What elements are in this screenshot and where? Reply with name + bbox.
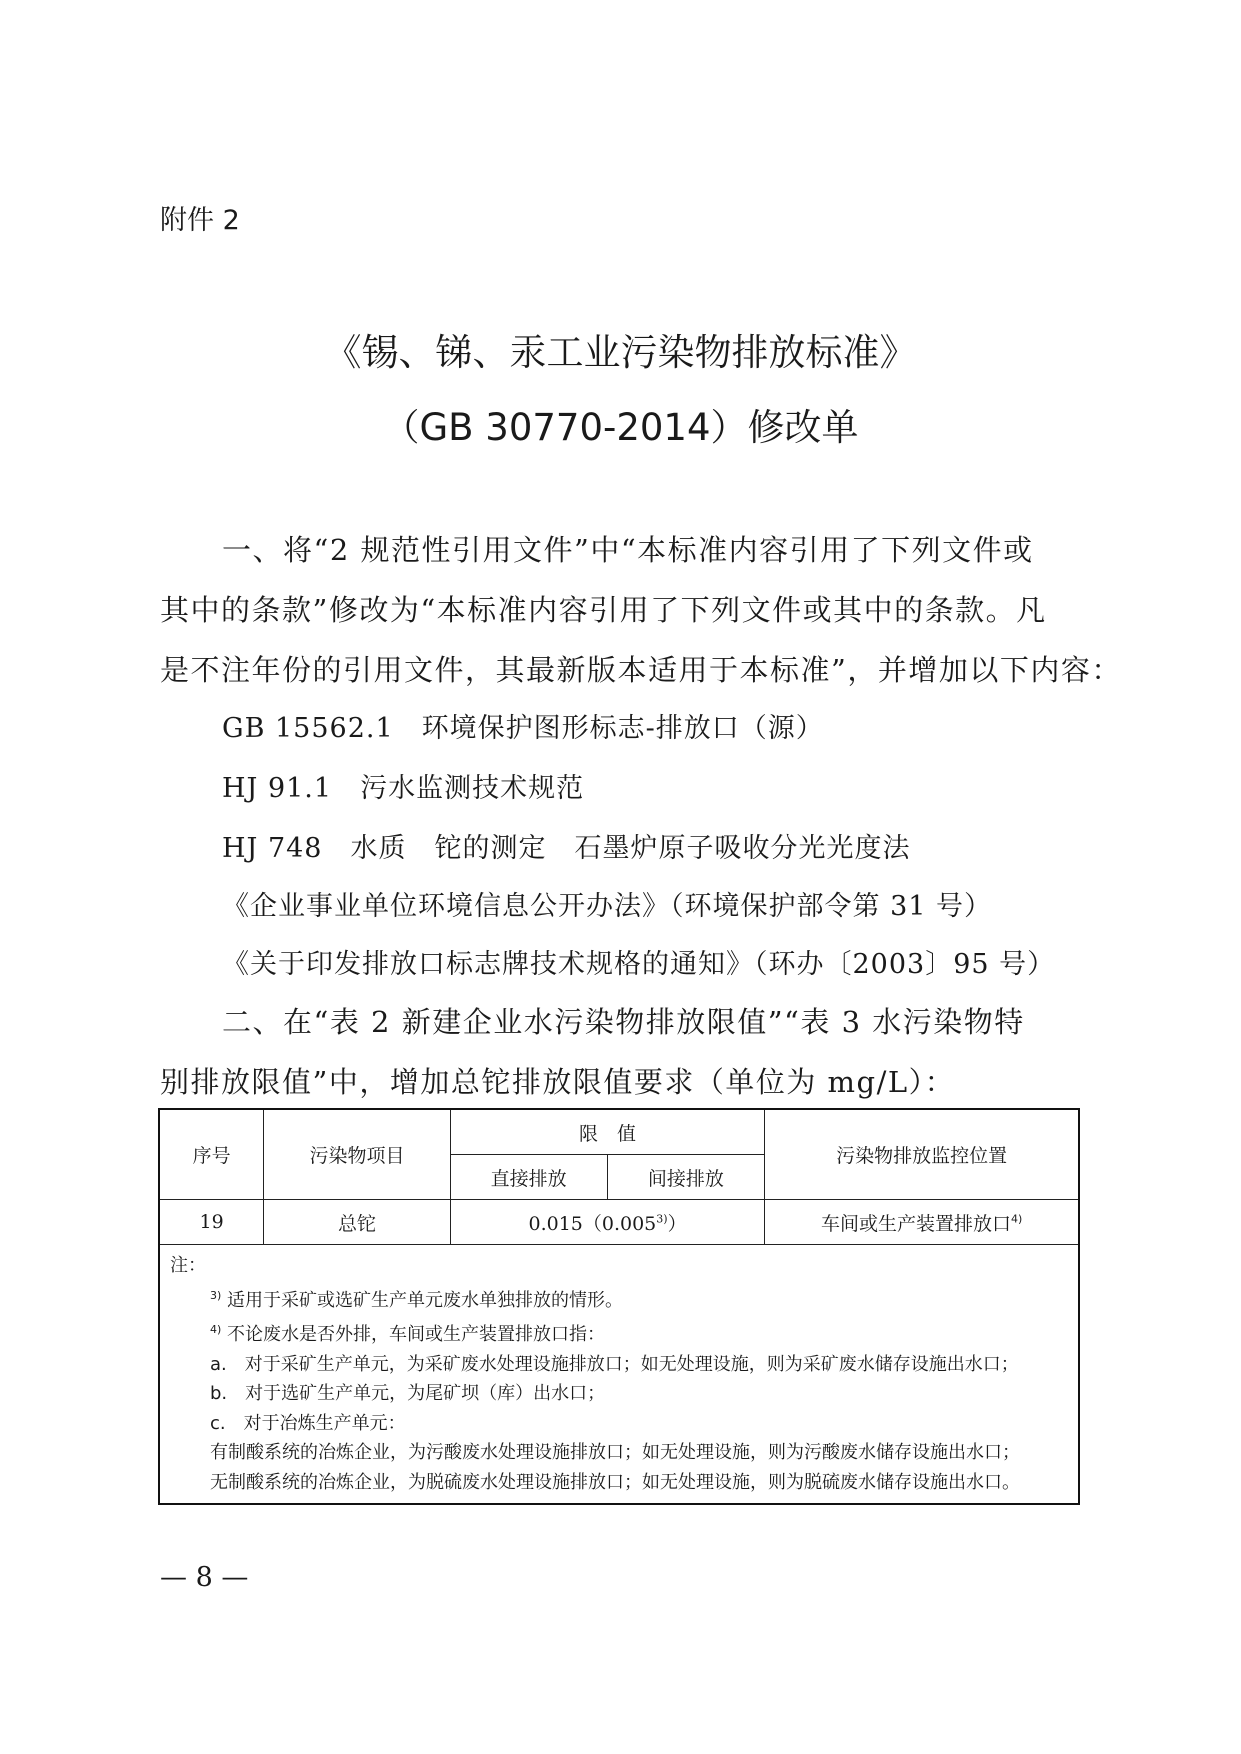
- cell-monitoring-position: [765, 1200, 1079, 1245]
- note-4: [170, 1315, 1070, 1350]
- header-monitoring-position: 污染物排放监控位置: [765, 1109, 1079, 1200]
- note-item-c2: 无制酸系统的冶炼企业，为脱硫废水处理设施排放口；如无处理设施，则为脱硫废水储存设施出水口。: [210, 1471, 1020, 1493]
- paragraph-1-line-1: 一、将“2 规范性引用文件”中“本标准内容引用了下列文件或: [222, 533, 1034, 567]
- footnote-3-marker: 3): [656, 1212, 668, 1226]
- header-indirect-discharge: 间接排放: [607, 1155, 765, 1200]
- position-text: 车间或生产装置排放口: [820, 1212, 1011, 1235]
- cell-serial-number: 19: [159, 1200, 264, 1245]
- limit-table: [158, 1108, 1080, 1505]
- table-notes: [159, 1245, 1079, 1505]
- reference-item: HJ 748 水质 铊的测定 石墨炉原子吸收分光光度法: [222, 833, 911, 864]
- reference-item: HJ 91.1 污水监测技术规范: [222, 773, 585, 804]
- document-title: 《锡、锑、汞工业污染物排放标准》: [324, 331, 917, 374]
- document-subtitle: （GB 30770-2014）修改单: [382, 406, 859, 449]
- paragraph-1-line-3: 是不注年份的引用文件，其最新版本适用于本标准”，并增加以下内容：: [160, 653, 1122, 687]
- note-item-c1: 有制酸系统的冶炼企业，为污酸废水处理设施排放口；如无处理设施，则为污酸废水储存设施出水口；: [210, 1442, 1020, 1463]
- limit-value-text: 0.015（0.005: [528, 1212, 657, 1235]
- note-3-marker: 3): [210, 1288, 222, 1302]
- header-serial-number: 序号: [159, 1109, 264, 1200]
- notes-label: 注：: [170, 1255, 206, 1276]
- cell-pollutant-item: 总铊: [264, 1200, 451, 1245]
- paragraph-2-line-1: 二、在“表 2 新建企业水污染物排放限值”“表 3 水污染物特: [222, 1005, 1025, 1039]
- reference-item: 《企业事业单位环境信息公开办法》（环境保护部令第 31 号）: [222, 891, 993, 922]
- reference-item: GB 15562.1 环境保护图形标志-排放口（源）: [222, 713, 824, 744]
- page-number: — 8 —: [160, 1562, 249, 1593]
- attachment-label: 附件 2: [160, 205, 240, 236]
- paragraph-1-line-2: 其中的条款”修改为“本标准内容引用了下列文件或其中的条款。凡: [160, 593, 1047, 627]
- footnote-4-marker: 4): [1010, 1212, 1023, 1226]
- header-direct-discharge: 直接排放: [450, 1155, 607, 1200]
- reference-item: 《关于印发排放口标志牌技术规格的通知》（环办〔2003〕95 号）: [222, 949, 1056, 980]
- note-3: [170, 1281, 1070, 1316]
- paragraph-2-line-2: 别排放限值”中，增加总铊排放限值要求（单位为 mg/L）：: [160, 1065, 956, 1099]
- limit-value-close: ）: [667, 1212, 687, 1235]
- table-row: [159, 1200, 1079, 1245]
- note-4-marker: 4): [210, 1323, 222, 1336]
- header-pollutant-item: 污染物项目: [264, 1109, 451, 1200]
- cell-limit-value: [450, 1200, 764, 1245]
- note-3-text: 适用于采矿或选矿生产单元废水单独排放的情形。: [227, 1289, 624, 1311]
- header-limit-value: 限 值: [450, 1109, 764, 1155]
- note-item-c: c. 对于冶炼生产单元：: [210, 1412, 406, 1434]
- note-item-b: b. 对于选矿生产单元，为尾矿坝（库）出水口；: [210, 1383, 606, 1404]
- note-item-a: a. 对于采矿生产单元，为采矿废水处理设施排放口；如无处理设施，则为采矿废水储存设施出水口；: [210, 1353, 1019, 1375]
- note-4-text: 不论废水是否外排，车间或生产装置排放口指：: [227, 1324, 606, 1345]
